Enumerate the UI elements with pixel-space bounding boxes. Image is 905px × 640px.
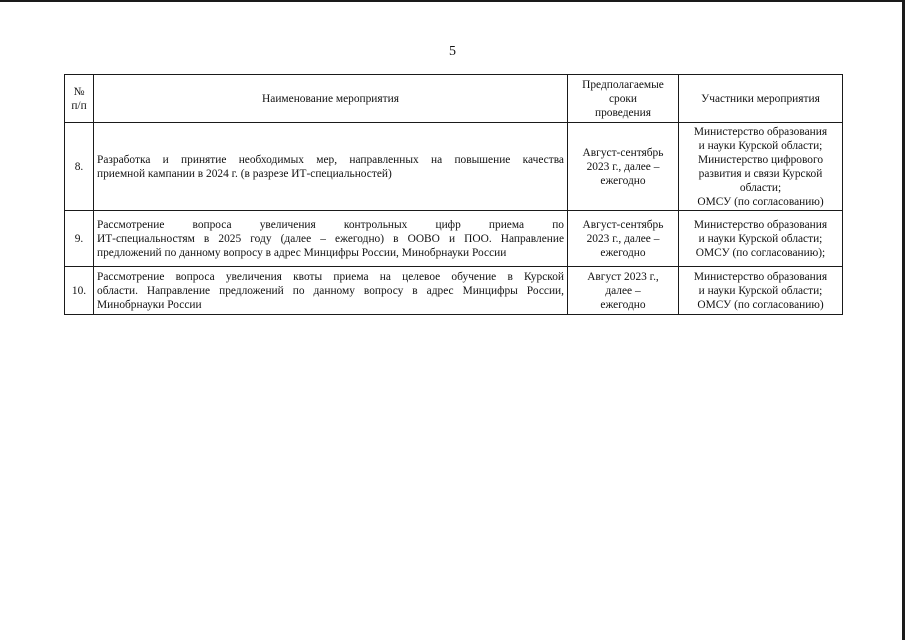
row-dates xyxy=(568,267,679,315)
row-dates-line: Август-сентябрь xyxy=(582,146,664,159)
header-name: Наименование мероприятия xyxy=(94,75,568,123)
row-dates-line: далее – xyxy=(605,284,641,297)
row-participants-line: ОМСУ (по согласованию); xyxy=(695,246,826,259)
scan-border-top xyxy=(0,0,905,2)
row-dates xyxy=(568,123,679,211)
page-number: 5 xyxy=(449,44,456,59)
row-dates-line: Август-сентябрь xyxy=(582,218,664,231)
measures-table xyxy=(64,74,843,315)
row-name-line: предложений по данному вопросу в адрес Минцифры России, Минобрнауки России xyxy=(97,246,507,259)
row-participants-line: области; xyxy=(739,181,782,194)
row-dates xyxy=(568,211,679,267)
row-dates-line: 2023 г., далее – xyxy=(586,232,660,245)
row-dates-line: ежегодно xyxy=(600,174,646,187)
header-participants: Участники мероприятия xyxy=(679,75,843,123)
table-header-row xyxy=(65,75,843,123)
row-participants-line: ОМСУ (по согласованию) xyxy=(697,195,824,208)
header-number-line: № xyxy=(73,85,85,98)
row-participants xyxy=(679,211,843,267)
row-participants-line: и науки Курской области; xyxy=(698,232,823,245)
row-name-line: приемной кампании в 2024 г. (в разрезе ИТ-специальностей) xyxy=(97,167,392,180)
row-participants-line: развития и связи Курской xyxy=(698,167,823,180)
table-row xyxy=(65,267,843,315)
row-name-line: Минобрнауки России xyxy=(97,298,202,311)
row-number: 8. xyxy=(65,123,94,211)
row-name-line: Разработка и принятие необходимых мер, направленных на повышение качества xyxy=(97,153,564,166)
row-dates-line: ежегодно xyxy=(600,246,646,259)
table-row xyxy=(65,123,843,211)
header-dates xyxy=(568,75,679,123)
row-participants xyxy=(679,267,843,315)
row-dates-line: 2023 г., далее – xyxy=(586,160,660,173)
header-number-line: п/п xyxy=(71,99,87,112)
header-dates-line: Предполагаемые xyxy=(582,78,664,91)
row-name-line: ИТ-специальностям в 2025 году (далее – ежегодно) в ООВО и ПОО. Направление xyxy=(97,232,564,245)
header-number xyxy=(65,75,94,123)
row-name xyxy=(94,123,568,211)
row-name xyxy=(94,267,568,315)
row-dates-line: Август 2023 г., xyxy=(587,270,659,283)
row-participants-line: ОМСУ (по согласованию) xyxy=(697,298,824,311)
row-participants-line: Министерство цифрового xyxy=(697,153,824,166)
row-participants-line: и науки Курской области; xyxy=(698,139,823,152)
table-row xyxy=(65,211,843,267)
row-name-line: Рассмотрение вопроса увеличения квоты приема на целевое обучение в Курской xyxy=(97,270,564,283)
row-participants-line: и науки Курской области; xyxy=(698,284,823,297)
row-name xyxy=(94,211,568,267)
row-number: 9. xyxy=(65,211,94,267)
row-name-line: области. Направление предложений по данному вопросу в адрес Минцифры России, xyxy=(97,284,564,297)
row-dates-line: ежегодно xyxy=(600,298,646,311)
header-dates-line: проведения xyxy=(595,106,651,119)
row-participants-line: Министерство образования xyxy=(693,125,828,138)
row-participants-line: Министерство образования xyxy=(693,218,828,231)
row-participants xyxy=(679,123,843,211)
row-number: 10. xyxy=(65,267,94,315)
row-name-line: Рассмотрение вопроса увеличения контрольных цифр приема по xyxy=(97,218,564,231)
header-dates-line: сроки xyxy=(608,92,638,105)
row-participants-line: Министерство образования xyxy=(693,270,828,283)
